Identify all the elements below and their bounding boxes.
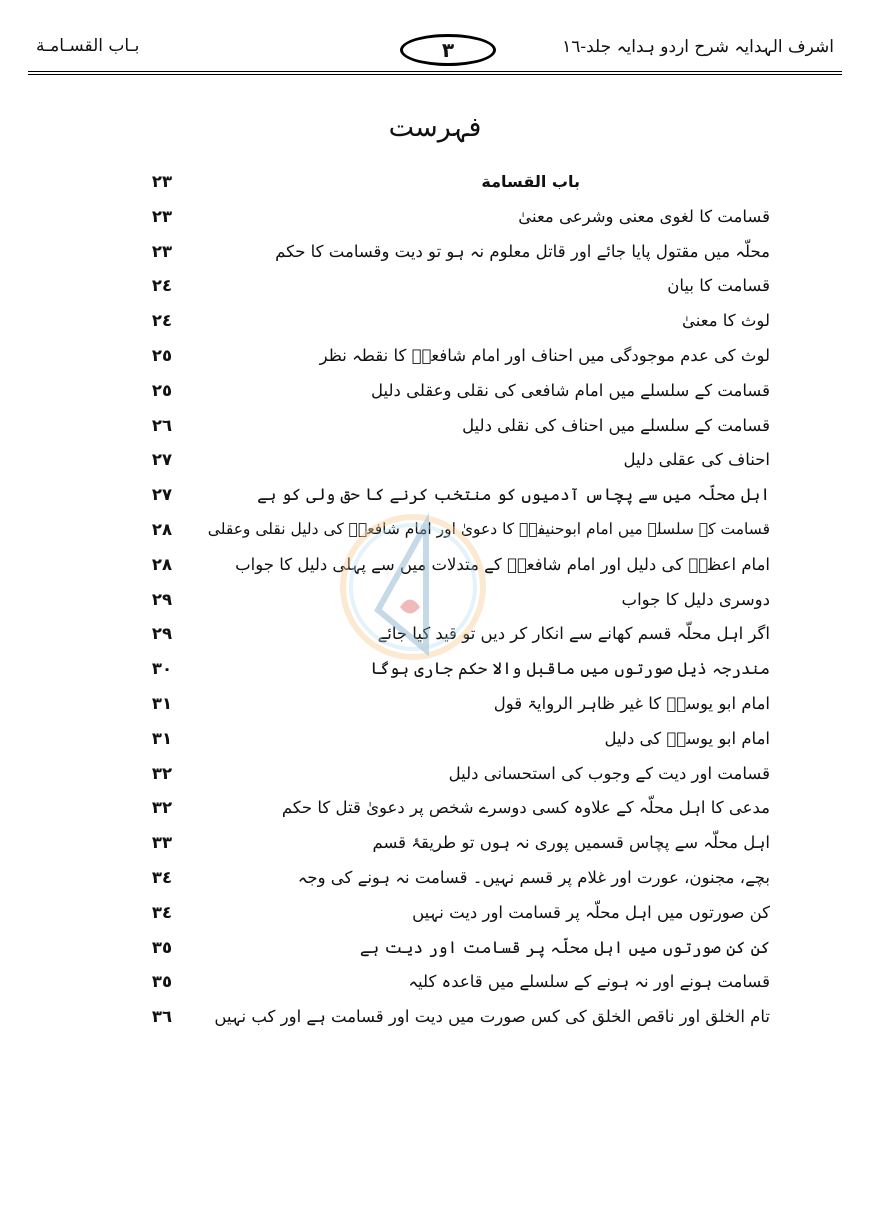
book-title: اشرف الہدایہ شرح اردو ہدایہ جلد-١٦ xyxy=(562,37,834,57)
toc-entry xyxy=(140,690,770,725)
toc-entry-page: ٣٤ xyxy=(151,902,173,922)
toc-entry-page: ٢٥ xyxy=(151,380,173,400)
toc-entry-page: ٢٥ xyxy=(151,345,173,365)
toc-entry-page: ٢٣ xyxy=(151,172,173,191)
toc-entry xyxy=(140,272,770,307)
toc-entry-page: ٣٥ xyxy=(151,972,173,992)
toc-entry-title: احناف کی عقلی دلیل xyxy=(623,450,770,470)
toc-entry xyxy=(140,481,770,516)
toc-entry xyxy=(140,377,770,412)
toc-entry xyxy=(140,168,770,203)
toc-entry-title: بچے، مجنون، عورت اور غلام پر قسم نہیں۔ قسامت نہ ہونے کی وجہ xyxy=(297,867,770,887)
toc-entry-page: ٢٤ xyxy=(151,311,173,331)
toc-entry-page: ٢٧ xyxy=(151,485,173,505)
toc-entry xyxy=(140,934,770,969)
toc-entry xyxy=(140,968,770,1003)
toc-entry-page: ٣٥ xyxy=(151,937,173,957)
toc-entry xyxy=(140,864,770,899)
toc-entry-title: مدعی کا اہل محلّہ کے علاوہ کسی دوسرے شخص پر دعویٰ قتل کا حکم xyxy=(281,798,770,818)
toc-entry-title: اہل محلّہ سے پچاس قسمیں پوری نہ ہوں تو طریقۂ قسم xyxy=(372,833,770,853)
toc-entry-page: ٢٩ xyxy=(151,589,173,609)
toc-entry-title: قسامت کا بیان xyxy=(667,276,770,296)
toc-entry xyxy=(140,794,770,829)
toc-entry-page: ٣٤ xyxy=(151,867,173,887)
toc-entry xyxy=(140,899,770,934)
toc-entry xyxy=(140,760,770,795)
toc-entry-title: امام ابو یوسفؒ کی دلیل xyxy=(604,728,770,748)
toc-entry xyxy=(140,1003,770,1038)
toc-entry-page: ٢٩ xyxy=(151,624,173,644)
toc-entry-title: قسامت کے سلسلے میں احناف کی نقلی دلیل xyxy=(462,415,770,435)
toc-entry-page: ٣١ xyxy=(151,728,173,748)
toc-entry xyxy=(140,307,770,342)
toc-entry-title: قسامت ہونے اور نہ ہونے کے سلسلے میں قاعدہ کلیہ xyxy=(408,972,770,992)
toc-entry-title: کن صورتوں میں اہل محلّہ پر قسامت اور دیت نہیں xyxy=(412,902,770,922)
toc-entry xyxy=(140,446,770,481)
toc-entry-page: ٣١ xyxy=(151,693,173,713)
toc-entry-title: باب القسامة xyxy=(481,172,580,191)
page-header xyxy=(28,30,842,76)
toc-entry-page: ٣٠ xyxy=(151,659,173,679)
toc-title: فہرست xyxy=(388,112,482,143)
toc-entry-title: لوث کی عدم موجودگی میں احناف اور امام شافعیؒ کا نقطہ نظر xyxy=(319,345,770,365)
toc-entry xyxy=(140,412,770,447)
toc-entry-title: مندرجہ ذیل صورتوں میں ماقبل والا حکم جاری ہوگا xyxy=(370,659,770,679)
toc-entry-title: قسامت کے سلسلے میں امام شافعی کی نقلی وعقلی دلیل xyxy=(370,380,770,400)
toc-entry-page: ٣٢ xyxy=(151,763,173,783)
header-rule xyxy=(28,71,842,75)
toc-entry-page: ٢٨ xyxy=(151,554,173,574)
toc-entry-title: تام الخلق اور ناقص الخلق کی کس صورت میں دیت اور قسامت ہے اور کب نہیں xyxy=(214,1007,770,1027)
toc-entry-page: ٢٧ xyxy=(151,450,173,470)
toc-entry-page: ٣٦ xyxy=(151,1007,173,1027)
toc-entry-page: ٢٦ xyxy=(151,415,173,435)
toc-entry-title: دوسری دلیل کا جواب xyxy=(621,589,770,609)
toc-entry-page: ٣٢ xyxy=(151,798,173,818)
chapter-title: بـاب القسـامـة xyxy=(36,36,140,56)
toc-entry xyxy=(140,725,770,760)
toc-entry-page: ٢٣ xyxy=(151,241,173,261)
toc-entry-title: اگر اہل محلّہ قسم کھانے سے انکار کر دیں تو قید کیا جائے xyxy=(377,624,770,644)
page-number: ٣ xyxy=(400,34,496,66)
toc-entry-title: قسامت اور دیت کے وجوب کی استحسانی دلیل xyxy=(448,763,770,783)
toc-entry xyxy=(140,829,770,864)
toc-entry-title: امام ابو یوسفؒ کا غیر ظاہر الروایۃ قول xyxy=(493,693,770,713)
toc-entry-title: کن کن صورتوں میں اہل محلّہ پر قسامت اور دیت ہے xyxy=(359,937,770,957)
toc-entry-title: محلّہ میں مقتول پایا جائے اور قاتل معلوم نہ ہو تو دیت وقسامت کا حکم xyxy=(275,241,770,261)
watermark-logo xyxy=(338,512,488,662)
toc-entry-page: ٢٤ xyxy=(151,276,173,296)
toc-entry xyxy=(140,203,770,238)
toc-entry xyxy=(140,342,770,377)
toc-entry-page: ٢٣ xyxy=(151,206,173,226)
toc-entry xyxy=(140,238,770,273)
toc-entry-title: اہل محلّہ میں سے پچاس آدمیوں کو منتخب کرنے کا حق ولی کو ہے xyxy=(257,485,770,505)
toc-entry-title: امام اعظمؒ کی دلیل اور امام شافعیؒ کے متدلات میں سے پہلی دلیل کا جواب xyxy=(235,554,770,574)
toc-entry-title: قسامت کا لغوی معنی وشرعی معنیٰ xyxy=(518,206,770,226)
toc-entry-page: ٣٣ xyxy=(151,833,173,853)
toc-entry-title: قسامت کے سلسلے میں امام ابوحنیفہؒ کا دعویٰ اور امام شافعیؒ کی دلیل نقلی وعقلی xyxy=(207,519,770,538)
toc-entry-title: لوث کا معنیٰ xyxy=(682,311,770,331)
toc-entry-page: ٢٨ xyxy=(151,519,173,539)
